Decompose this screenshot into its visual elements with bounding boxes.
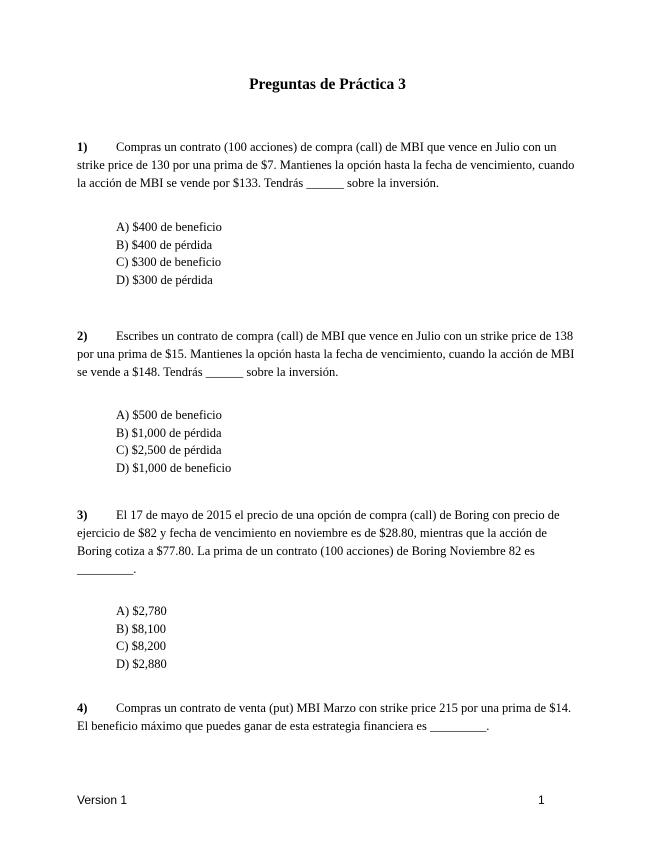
question-number: 2): [77, 329, 88, 343]
question-3: [77, 506, 577, 578]
answer-option: B) $400 de pérdida: [116, 237, 213, 252]
answer-option: B) $1,000 de pérdida: [116, 425, 222, 440]
question-2-options: [116, 407, 231, 477]
answer-option: D) $2,880: [116, 656, 167, 671]
answer-option: D) $1,000 de beneficio: [116, 460, 232, 475]
question-text: Compras un contrato de venta (put) MBI Marzo con strike price 215 por una prima de $14. El beneficio máximo que puedes ganar de esta estrategia financiera es _________.: [77, 701, 572, 733]
question-text: Compras un contrato (100 acciones) de compra (call) de MBI que vence en Julio con un strike price de 130 por una prima de $7. Mantienes la opción hasta la fecha de vencimiento, cuando la acción de MBI se vende por $133. Tendrás ______ sobre la inversión.: [77, 140, 575, 190]
question-number: 1): [77, 140, 88, 154]
answer-option: C) $300 de beneficio: [116, 255, 222, 269]
page-title: Preguntas de Práctica 3: [249, 76, 406, 93]
question-1: [77, 138, 577, 192]
question-2: [77, 327, 577, 381]
question-4: [77, 699, 577, 735]
answer-option: A) $2,780: [116, 604, 167, 618]
footer-page-number: 1: [538, 793, 545, 807]
answer-option: A) $500 de beneficio: [116, 408, 222, 422]
answer-option: B) $8,100: [116, 621, 166, 636]
answer-option: A) $400 de beneficio: [116, 220, 222, 234]
question-number: 4): [77, 701, 88, 715]
question-text: Escribes un contrato de compra (call) de MBI que vence en Julio con un strike price de 138 por una prima de $15. Mantienes la opción hasta la fecha de vencimiento, cuando la acción de MBI se vende a $148. Tendrás ______ sobre la inversión.: [77, 329, 575, 379]
answer-option: C) $2,500 de pérdida: [116, 443, 222, 457]
answer-option: D) $300 de pérdida: [116, 272, 213, 287]
footer-version: Version 1: [77, 793, 128, 807]
question-3-options: [116, 603, 167, 673]
answer-option: C) $8,200: [116, 639, 166, 653]
question-text: El 17 de mayo de 2015 el precio de una opción de compra (call) de Boring con precio de ejercicio de $82 y fecha de vencimiento en noviembre es de $28.80, mientras que la acción de Boring cotiza a $77.80. La prima de un contrato (100 acciones) de Boring Noviembre 82 es _________.: [77, 508, 560, 576]
question-number: 3): [77, 508, 88, 522]
question-1-options: [116, 219, 222, 289]
